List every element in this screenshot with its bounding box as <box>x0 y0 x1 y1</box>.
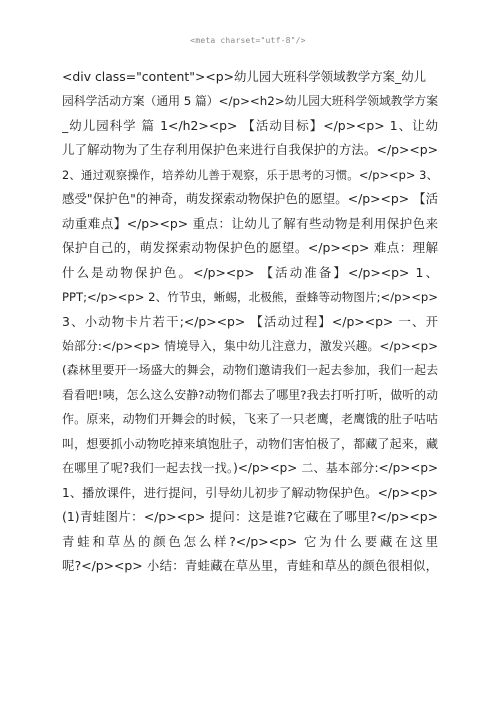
meta-charset-line: <meta charset="utf-8"/> <box>190 36 306 45</box>
text-line: 叫，想要抓小动物吃掉来填饱肚子，动物们害怕极了，都藏了起来，藏 <box>62 436 438 451</box>
text-line: 园科学活动方案（通用 5 篇）</p><h2>幼儿园大班科学领域教学方案 <box>62 94 438 109</box>
text-line: <div class="content"><p>幼儿园大班科学领域教学方案_幼儿 <box>62 69 427 84</box>
text-line: 保护自己的，萌发探索动物保护色的愿望。</p><p> 难点：理解 <box>62 240 438 256</box>
text-line: 看看吧!咦，怎么这么安静?动物们都去了哪里?我去打听打听，做听的动 <box>62 387 438 402</box>
text-line: 始部分:</p><p> 情境导入，集中幼儿注意力，激发兴趣。</p><p> <box>62 338 438 353</box>
text-line: 动重难点】</p><p> 重点：让幼儿了解有些动物是利用保护色来 <box>62 215 438 231</box>
text-line: PPT;</p><p> 2、竹节虫，蜥蜴，北极熊，蚕蜂等动物图片;</p><p> <box>62 290 438 305</box>
text-line: 感受"保护色"的神奇，萌发探索动物保护色的愿望。</p><p> 【活 <box>62 191 438 207</box>
text-line: (森林里要开一场盛大的舞会，动物们邀请我们一起去参加，我们一起去 <box>62 363 438 378</box>
text-line: (1)青蛙图片：</p><p> 提问：这是谁?它藏在了哪里?</p><p> <box>62 509 438 525</box>
text-line: _幼儿园科学 篇 1</h2><p> 【活动目标】</p><p> 1、让幼 <box>62 117 438 133</box>
text-line: 2、通过观察操作，培养幼儿善于观察，乐于思考的习惯。</p><p> 3、 <box>62 167 438 182</box>
text-line: 呢?</p><p> 小结：青蛙藏在草丛里，青蛙和草丛的颜色很相似， <box>62 558 438 574</box>
text-line: 什么是动物保护色。</p><p> 【活动准备】</p><p> 1、 <box>62 264 438 280</box>
text-line: 1、播放课件，进行提问，引导幼儿初步了解动物保护色。</p><p> <box>62 485 438 500</box>
document-body <box>62 65 438 579</box>
text-line: 儿了解动物为了生存利用保护色来进行自我保护的方法。</p><p> <box>62 142 438 158</box>
text-line: 3、小动物卡片若干;</p><p> 【活动过程】</p><p> 一、开 <box>62 313 438 329</box>
text-line: 在哪里了呢?我们一起去找一找。)</p><p> 二、基本部分:</p><p> <box>62 461 438 476</box>
text-line: 作。原来，动物们开舞会的时候，飞来了一只老鹰，老鹰饿的肚子咕咕 <box>62 412 438 427</box>
text-line: 青蛙和草丛的颜色怎么样?</p><p> 它为什么要藏在这里 <box>62 533 438 549</box>
